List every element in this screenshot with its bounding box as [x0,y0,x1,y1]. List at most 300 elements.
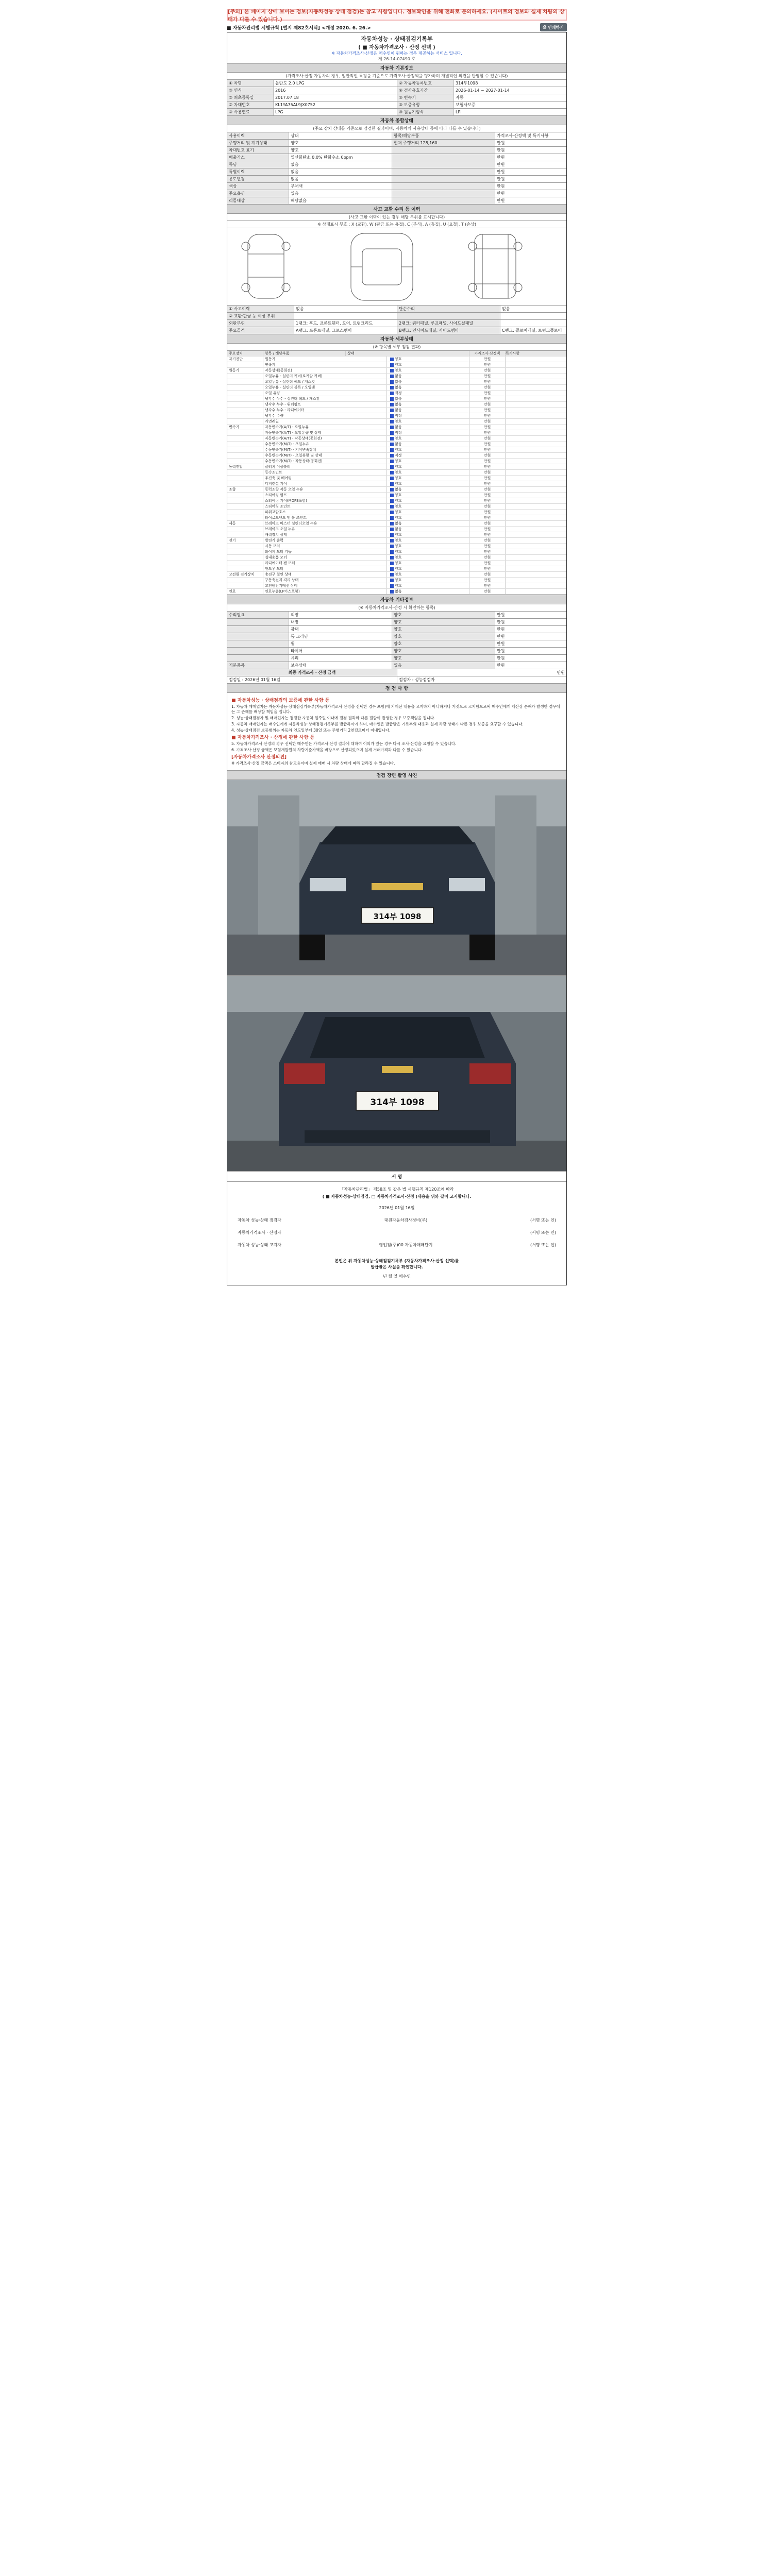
details-cell [387,379,469,384]
details-cell [227,481,263,486]
checked-box-icon [390,550,394,554]
condition-row-cell: 양호 [392,648,495,654]
condition-row-cell: 타이어 [289,648,392,654]
details-row [227,357,566,362]
details-cell: 만원 [469,391,506,396]
summary-row-cell [392,161,495,168]
details-row [227,459,566,464]
details-row [227,442,566,447]
details-status: 양호 [395,368,402,372]
details-cell [506,561,566,566]
summary-row-cell: 현재 주행거리 128,160 [392,140,495,146]
details-cell [506,385,566,390]
details-cell [506,549,566,554]
vehicle-info-row-cell: 2026-01-14 ~ 2027-01-14 [456,88,510,93]
summary-row-cell: 만원 [497,170,505,174]
condition-row-cell: 보유상태 [289,662,392,669]
checked-box-icon [390,386,394,389]
accident-row-cell [294,313,397,319]
printer-icon: ⎙ [543,25,547,29]
checked-box-icon [390,454,394,457]
details-cell: 만원 [469,561,506,566]
checked-box-icon [390,397,394,401]
details-status: 양호 [395,419,402,423]
condition-row-cell [227,655,289,662]
details-cell [506,566,566,571]
details-cell [506,430,566,435]
details-cell [387,374,469,379]
condition-subheading: (※ 자동차가격조사·산정 시 확인하는 항목) [227,604,566,612]
condition-row-cell: 있음 [392,662,495,669]
details-cell: 자기진단 [227,357,263,362]
summary-row-cell: 용도변경 [227,176,289,182]
details-cell [506,504,566,509]
details-row [227,402,566,408]
record-title-main: 자동차성능 · 상태점검기록부 [361,36,433,42]
details-cell [227,555,263,560]
details-cell: 만원 [469,476,506,481]
details-status: 양호 [395,504,402,509]
vehicle-info-row-cell: 보험사보증 [456,103,476,107]
vehicle-info-row-cell: ⑤ 최초등록일 [227,94,274,101]
details-cell [506,555,566,560]
vehicle-info-row [227,80,566,87]
details-cell: 수동변속기(M/T) - 오일누유 [263,442,387,447]
summary-row [227,176,566,183]
details-status: 양호 [395,436,402,440]
checked-box-icon [390,477,394,480]
vehicle-info-subheading: (가격조사·산정 자동차의 경우, 일반적인 특징을 기준으로 가격조사·산정액을 평가하며 개별적인 의견을 반영할 수 있습니다) [227,73,566,80]
summary-row-cell: 만원 [497,155,505,160]
summary-row [227,183,566,190]
print-button[interactable] [540,23,567,31]
details-cell: 만원 [469,583,506,588]
details-status: 없음 [395,402,402,406]
accident-row-cell: 외판부위 [227,320,294,327]
details-cell [227,470,263,475]
details-cell [506,572,566,577]
accident-legend: ※ 상태표시 부호 : X (교환), W (판금 또는 용접), C (부식), A (흠집), U (요철), T (손상) [227,221,566,228]
details-cell [387,566,469,571]
details-cell: 만원 [469,357,506,362]
details-cell: 만원 [469,402,506,407]
details-status: 없음 [395,442,402,446]
checked-box-icon [390,482,394,486]
details-cell [506,532,566,537]
details-row [227,493,566,498]
result-amount: 만원 [557,670,565,675]
summary-row [227,132,566,140]
summary-row-cell: 항목/해당부품 [392,132,495,139]
notes-p4: 4. 성능·상태점검 보증범위는 자동차 인도일부터 30일 또는 주행거리 2천킬로미터 이내입니다. [231,728,391,733]
details-cell [227,510,263,515]
result-row [227,669,566,676]
details-cell [227,476,263,481]
details-cell [387,464,469,469]
checked-box-icon [390,556,394,560]
details-cell [227,532,263,537]
checked-box-icon [390,499,394,503]
details-row [227,447,566,453]
details-status: 없음 [395,527,402,531]
details-row [227,476,566,481]
details-cell: 만원 [469,413,506,418]
details-cell [227,408,263,413]
accident-row [227,327,566,334]
summary-row-cell: 만원 [497,184,505,189]
details-cell [387,362,469,367]
details-cell [227,544,263,549]
details-cell: 만원 [469,408,506,413]
details-status: 양호 [395,499,402,503]
summary-row-cell [392,147,495,154]
summary-row-cell: 사용이력 [227,132,289,139]
condition-row-cell: 만원 [497,641,505,646]
summary-row-cell: 만원 [497,177,505,181]
checked-box-icon [390,403,394,406]
summary-row-cell [392,190,495,197]
details-cell: 원동기 [227,368,263,373]
accident-row-cell [500,313,566,319]
checked-box-icon [390,431,394,435]
details-cell: 오일 유량 [263,391,387,396]
sign-body [227,1182,566,1253]
details-status: 적정 [395,431,402,435]
details-cell [227,566,263,571]
summary-row-cell: 주요옵션 [227,190,289,197]
ack-line-1: 본인은 위 자동차성능·상태점검기록부 (자동차가격조사·산정 선택)를 [334,1259,459,1263]
details-cell [227,419,263,424]
vehicle-info-row-cell: 2016 [274,87,397,94]
details-cell: 자동변속기(A/T) - 오일누유 [263,425,387,430]
accident-row-cell: 1랭크: 후드, 프론트휀더, 도어, 트렁크리드 [294,320,397,327]
details-status: 양호 [395,544,402,548]
details-cell: 브레이크 오일 누유 [263,527,387,532]
details-cell: 만원 [469,453,506,458]
details-cell: 만원 [469,521,506,526]
details-cell: 실내송풍 모터 [263,555,387,560]
sign-mark-3: (서명 또는 인) [530,1243,556,1247]
details-cell [506,396,566,401]
ack-line-2: 발급받은 사실을 확인합니다. [371,1265,423,1269]
condition-row-cell [227,648,289,654]
condition-heading: 자동차 기타정보 [227,595,566,604]
details-cell [387,527,469,532]
details-cell: 만원 [469,368,506,373]
sign-mark-2: (서명 또는 인) [530,1230,556,1235]
details-status: 없음 [395,589,402,594]
details-status: 양호 [395,510,402,514]
details-cell: 만원 [469,442,506,447]
details-cell [227,578,263,583]
details-cell [227,515,263,520]
vehicle-info-row-cell: ⑦ 차대번호 [227,101,274,108]
details-cell: 윈도우 모터 [263,566,387,571]
car-outline-right [468,234,522,298]
sign-text-2: ( ■ 자동차성능·상태점검, □ 자동차가격조사·산정 )내용을 위와 같이 고지합니다. [322,1194,472,1199]
form-label: ■ 자동차관리법 시행규칙 [별지 제82호서식] <개정 2020. 6. 26.> [227,25,371,31]
notice-banner: [주의] 본 페이지 상에 보이는 정보(자동차성능 상태 점검)는 참고 사항입니다. 정보확인을 위해 전화로 문의하세요. (사이트의 정보와 실제 차량의 상태가 다를 수 있습니다.) [227,9,567,21]
summary-row-cell: 가격조사·산정액 및 특기사항 [497,133,549,138]
summary-row-cell: 특별이력 [227,168,289,175]
details-cell [227,379,263,384]
details-cell [387,430,469,435]
summary-row-cell [392,183,495,190]
license-plate-1: 314부 1098 [373,911,422,921]
condition-row-cell: 만원 [497,634,505,639]
checked-box-icon [390,369,394,372]
vehicle-info-row-cell: 2017.07.18 [274,94,397,101]
condition-row [227,662,566,669]
details-cell: 만원 [469,566,506,571]
details-cell: 만원 [469,385,506,390]
details-status: 양호 [395,459,402,463]
accident-row-cell: B랭크: 인사이드패널, 사이드멤버 [397,327,500,334]
details-cell [506,408,566,413]
vehicle-info-row [227,109,566,116]
details-cell: 만원 [469,538,506,543]
details-cell [387,402,469,407]
details-cell [227,385,263,390]
dates-row [227,676,566,684]
details-cell: 만원 [469,589,506,594]
accident-row-cell: 없음 [502,307,510,311]
details-cell [387,413,469,418]
details-status: 양호 [395,578,402,582]
condition-row-cell [227,626,289,633]
details-row [227,396,566,402]
details-cell [227,442,263,447]
summary-row-cell [392,168,495,175]
details-row [227,419,566,425]
sign-line-3 [238,1242,556,1249]
summary-row [227,197,566,205]
summary-row [227,168,566,176]
details-cell: 만원 [469,515,506,520]
summary-row-cell: 리콜대상 [227,197,289,204]
summary-row-cell: 없음 [289,161,392,168]
summary-row [227,190,566,197]
details-cell: 만원 [469,487,506,492]
document-top-bar [227,23,567,32]
summary-table [227,132,566,205]
notes-p7: ※ 가격조사·산정 금액은 소비자의 참고용이며 실제 매매 시 차량 상태에 따라 달라질 수 있습니다. [231,761,395,766]
details-cell [387,442,469,447]
details-cell [506,459,566,464]
details-cell [387,408,469,413]
accident-row-cell: C랭크: 플로어패널, 트렁크플로어 [502,328,562,333]
details-cell [387,453,469,458]
accident-row [227,306,566,313]
details-cell [506,481,566,486]
details-row [227,498,566,504]
details-row [227,589,566,595]
details-cell: 만원 [469,481,506,486]
notes-p3: 3. 자동차 매매업자는 매수인에게 자동차성능·상태점검기록부를 발급하여야 하며, 매수인은 발급받은 기록부의 내용과 실제 차량 상태가 다른 경우 보증을 요구할 수 있습니다. [231,722,524,726]
details-cell [227,436,263,441]
notes-p1: 1. 자동차 매매업자는 자동차성능·상태점검기록부(자동차가격조사·산정을 선택한 경우 포함)에 기재된 내용을 고지하지 아니하거나 거짓으로 고지함으로써 매수인에게 재산상 손해가 발생한 경우에는 그 손해를 배상할 책임을 집니다. [231,704,560,714]
summary-row-cell: 만원 [497,148,505,152]
condition-row-cell: 휠 [289,640,392,647]
details-cell: 만원 [469,374,506,379]
details-status: 없음 [395,408,402,412]
details-cell: 디퍼렌셜 기어 [263,481,387,486]
vehicle-info-row-cell: 314부1098 [456,81,478,86]
details-cell [506,527,566,532]
details-cell [506,470,566,475]
details-column-header: 상태 [346,351,469,356]
checked-box-icon [390,448,394,452]
details-cell [387,425,469,430]
details-row [227,555,566,561]
details-cell [506,362,566,367]
details-cell [506,447,566,452]
summary-row [227,147,566,154]
record-title-option: ( ■ 자동차가격조사 · 산정 선택 ) [358,45,435,50]
condition-row-cell [227,619,289,625]
details-cell: 만원 [469,498,506,503]
details-cell [227,498,263,503]
summary-row-cell: 색상 [227,183,289,190]
summary-row-cell: 양호 [289,147,392,154]
details-cell [387,476,469,481]
details-cell [387,436,469,441]
print-button-label: 인쇄하기 [548,25,564,30]
details-row [227,578,566,583]
summary-row-cell: 있음 [289,190,392,197]
details-cell: 만원 [469,419,506,424]
accident-row-cell: 단순수리 [397,306,500,312]
details-cell [506,578,566,583]
details-row [227,408,566,413]
details-cell [227,430,263,435]
details-cell: 오일누유 - 실린더 블록 / 오일팬 [263,385,387,390]
details-row [227,374,566,379]
details-status: 양호 [395,476,402,480]
details-row [227,481,566,487]
details-cell [387,368,469,373]
vehicle-info-row-cell: LPI [456,110,462,114]
details-row [227,464,566,470]
details-status: 양호 [395,538,402,543]
details-cell [506,589,566,594]
details-cell [506,368,566,373]
record-frame [227,32,567,1285]
details-cell [227,413,263,418]
details-status: 적정 [395,414,402,418]
details-cell: 만원 [469,549,506,554]
notes-heading-1: ■ 자동차성능 · 상태점검의 보증에 관한 사항 등 [231,698,330,703]
details-column-header: 특기사항 [506,351,520,355]
details-cell: 파워고압호스 [263,510,387,515]
accident-row-cell: 주요골격 [227,327,294,334]
vehicle-info-row-cell: 올란도 2.0 LPG [274,80,397,87]
details-cell: 만원 [469,544,506,549]
ack-line-3: 년 월 일 매수인 [383,1274,411,1279]
details-row [227,532,566,538]
details-cell: 구동축전지 격리 상태 [263,578,387,583]
details-cell: 시동 모터 [263,544,387,549]
details-cell [506,544,566,549]
notes-p2: 2. 성능·상태점검자 및 매매업자는 점검한 자동차 일주일 이내에 점검 결과와 다른 결함이 발생한 경우 보증책임을 집니다. [231,716,435,720]
details-status: 적정 [395,391,402,395]
sign-line-2 [238,1229,556,1236]
checked-box-icon [390,562,394,565]
details-status: 양호 [395,572,402,577]
checked-box-icon [390,511,394,514]
car-outline-left [242,234,290,298]
details-cell [387,549,469,554]
details-cell: 조향 [227,487,263,492]
details-cell: 만원 [469,447,506,452]
notes-body [227,693,566,771]
sign-party-1: 대원자동차검사정비(주) [384,1218,428,1223]
details-cell [387,544,469,549]
details-cell: 배력장치 상태 [263,532,387,537]
details-row [227,566,566,572]
vehicle-info-row-cell: KL1YA75AL9JX0752 [274,101,397,108]
details-cell: 제동 [227,521,263,526]
accident-row-cell: 2랭크: 쿼터패널, 루프패널, 사이드실패널 [397,320,500,327]
inspector: 점검자 : 성능점검자 [399,677,435,682]
details-cell [227,374,263,379]
checked-box-icon [390,528,394,531]
details-cell: 만원 [469,510,506,515]
details-cell: 자동변속기(A/T) - 오일유량 및 상태 [263,430,387,435]
details-subheading: (※ 항목별 세부 점검 결과) [227,344,566,351]
accident-row-cell: 없음 [294,306,397,312]
details-status: 양호 [395,567,402,571]
details-cell: 만원 [469,578,506,583]
details-row [227,538,566,544]
summary-heading: 자동차 종합상태 [227,116,566,125]
details-cell: 만원 [469,572,506,577]
summary-row [227,140,566,147]
details-cell [506,498,566,503]
condition-row [227,640,566,648]
checked-box-icon [390,505,394,509]
details-cell [506,515,566,520]
accident-row-cell: ① 사고이력 [227,306,294,312]
condition-row-cell: 유리 [289,655,392,662]
summary-row [227,161,566,168]
check-date: 점검일 : 2026년 01월 16일 [227,676,397,683]
details-cell: 만원 [469,555,506,560]
condition-row-cell: 수리필요 [227,612,289,618]
condition-row-cell: 만원 [497,620,505,624]
summary-row-cell: 만원 [497,141,505,145]
photo-heading: 점검 장면 촬영 사진 [227,771,566,780]
details-cell: 자동변속기(A/T) - 작동상태(공회전) [263,436,387,441]
checked-box-icon [390,409,394,412]
details-cell: 만원 [469,464,506,469]
details-cell [387,572,469,577]
checked-box-icon [390,420,394,423]
summary-row-cell: 양호 [289,140,392,146]
details-cell [227,396,263,401]
details-cell [387,357,469,362]
sign-role-3: 자동차 성능·상태 고지자 [238,1243,281,1247]
sign-date: 2026년 01월 16일 [379,1206,415,1210]
vehicle-info-row [227,87,566,94]
details-cell: 오일누유 - 실린더 커버(로커암 커버) [263,374,387,379]
summary-row-cell [392,154,495,161]
vehicle-info-row-cell: 자동 [456,95,464,100]
checked-box-icon [390,414,394,418]
details-cell: 만원 [469,493,506,498]
details-cell: 클러치 어셈블리 [263,464,387,469]
notes-p6: 6. 가격조사·산정 금액은 보험개발원의 차량기준가액을 바탕으로 산정되었으며 실제 거래가격과 다를 수 있습니다. [231,748,423,752]
